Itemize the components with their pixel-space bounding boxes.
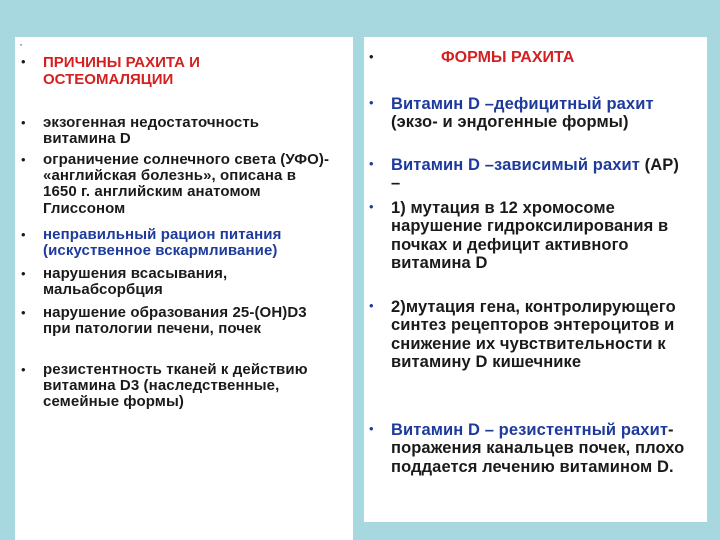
right-list-item — [369, 199, 704, 272]
left-panel — [15, 37, 353, 540]
right-item-highlight: Витамин D –зависимый рахит — [391, 156, 640, 174]
bullet-icon: • — [21, 152, 26, 167]
left-item-text: ограничение солнечного света (УФО)- «английская болезнь», описана в 1650 г. английским анатомом Глиссоном — [43, 151, 330, 217]
right-item-rest: (АР) – — [391, 156, 679, 193]
bullet-icon: • — [369, 95, 374, 110]
left-item-text: нарушения всасывания, мальабсорбция — [43, 265, 228, 299]
left-heading: ПРИЧИНЫ РАХИТА И ОСТЕОМАЛЯЦИИ — [43, 54, 200, 88]
bullet-icon: • — [21, 305, 26, 320]
left-item-text: нарушение образования 25-(OH)D3 при патологии печени, почек — [43, 304, 307, 338]
right-item-rest: (экзо- и эндогенные формы) — [391, 113, 629, 132]
right-item-highlight: Витамин D –дефицитный рахит — [391, 95, 654, 113]
right-list-item — [369, 95, 704, 132]
bullet-icon: • — [21, 227, 26, 242]
bullet-icon: • — [369, 49, 374, 64]
right-item-rest: 2)мутация гена, контролирующего синтез рецепторов энтероцитов и снижение их чувствительности к витамину D кишечнике — [391, 298, 676, 371]
left-list-item — [21, 152, 341, 217]
left-item-text: резистентность тканей к действию витамина D3 (наследственные, семейные формы) — [43, 361, 308, 411]
left-list-item — [21, 305, 341, 337]
bullet-icon: • — [369, 199, 374, 214]
right-list-item — [369, 298, 704, 371]
bullet-icon: • — [369, 421, 374, 436]
right-heading-row — [369, 49, 699, 67]
right-heading: ФОРМЫ РАХИТА — [441, 49, 575, 66]
right-panel — [364, 37, 707, 522]
stray-dot: · — [19, 37, 23, 51]
right-item-text — [391, 156, 691, 193]
left-list-item — [21, 115, 341, 147]
bullet-icon: • — [369, 298, 374, 313]
bullet-icon: • — [21, 115, 26, 130]
right-item-text — [391, 199, 691, 272]
bullet-icon: • — [21, 362, 26, 377]
right-item-text — [391, 95, 691, 132]
left-item-text: экзогенная недостаточность витамина D — [43, 114, 260, 148]
right-item-text — [391, 421, 691, 476]
right-list-item — [369, 421, 704, 476]
bullet-icon: • — [21, 54, 26, 69]
right-item-rest: 1) мутация в 12 хромосоме нарушение гидроксилирования в почках и дефицит активного витамина D — [391, 199, 669, 272]
bullet-icon: • — [21, 266, 26, 281]
left-list-item — [21, 362, 341, 411]
left-list-item — [21, 227, 341, 259]
right-item-text — [391, 298, 691, 371]
right-list-item — [369, 156, 704, 193]
left-list-item — [21, 266, 341, 298]
right-item-highlight: Витамин D – резистентный рахит — [391, 421, 668, 439]
right-item-rest: - поражения канальцев почек, плохо поддается лечению витамином D. — [391, 421, 685, 476]
bullet-icon: • — [369, 156, 374, 171]
left-item-text: неправильный рацион питания (искуственное вскармливание) — [43, 226, 282, 260]
left-heading-row — [21, 54, 283, 88]
